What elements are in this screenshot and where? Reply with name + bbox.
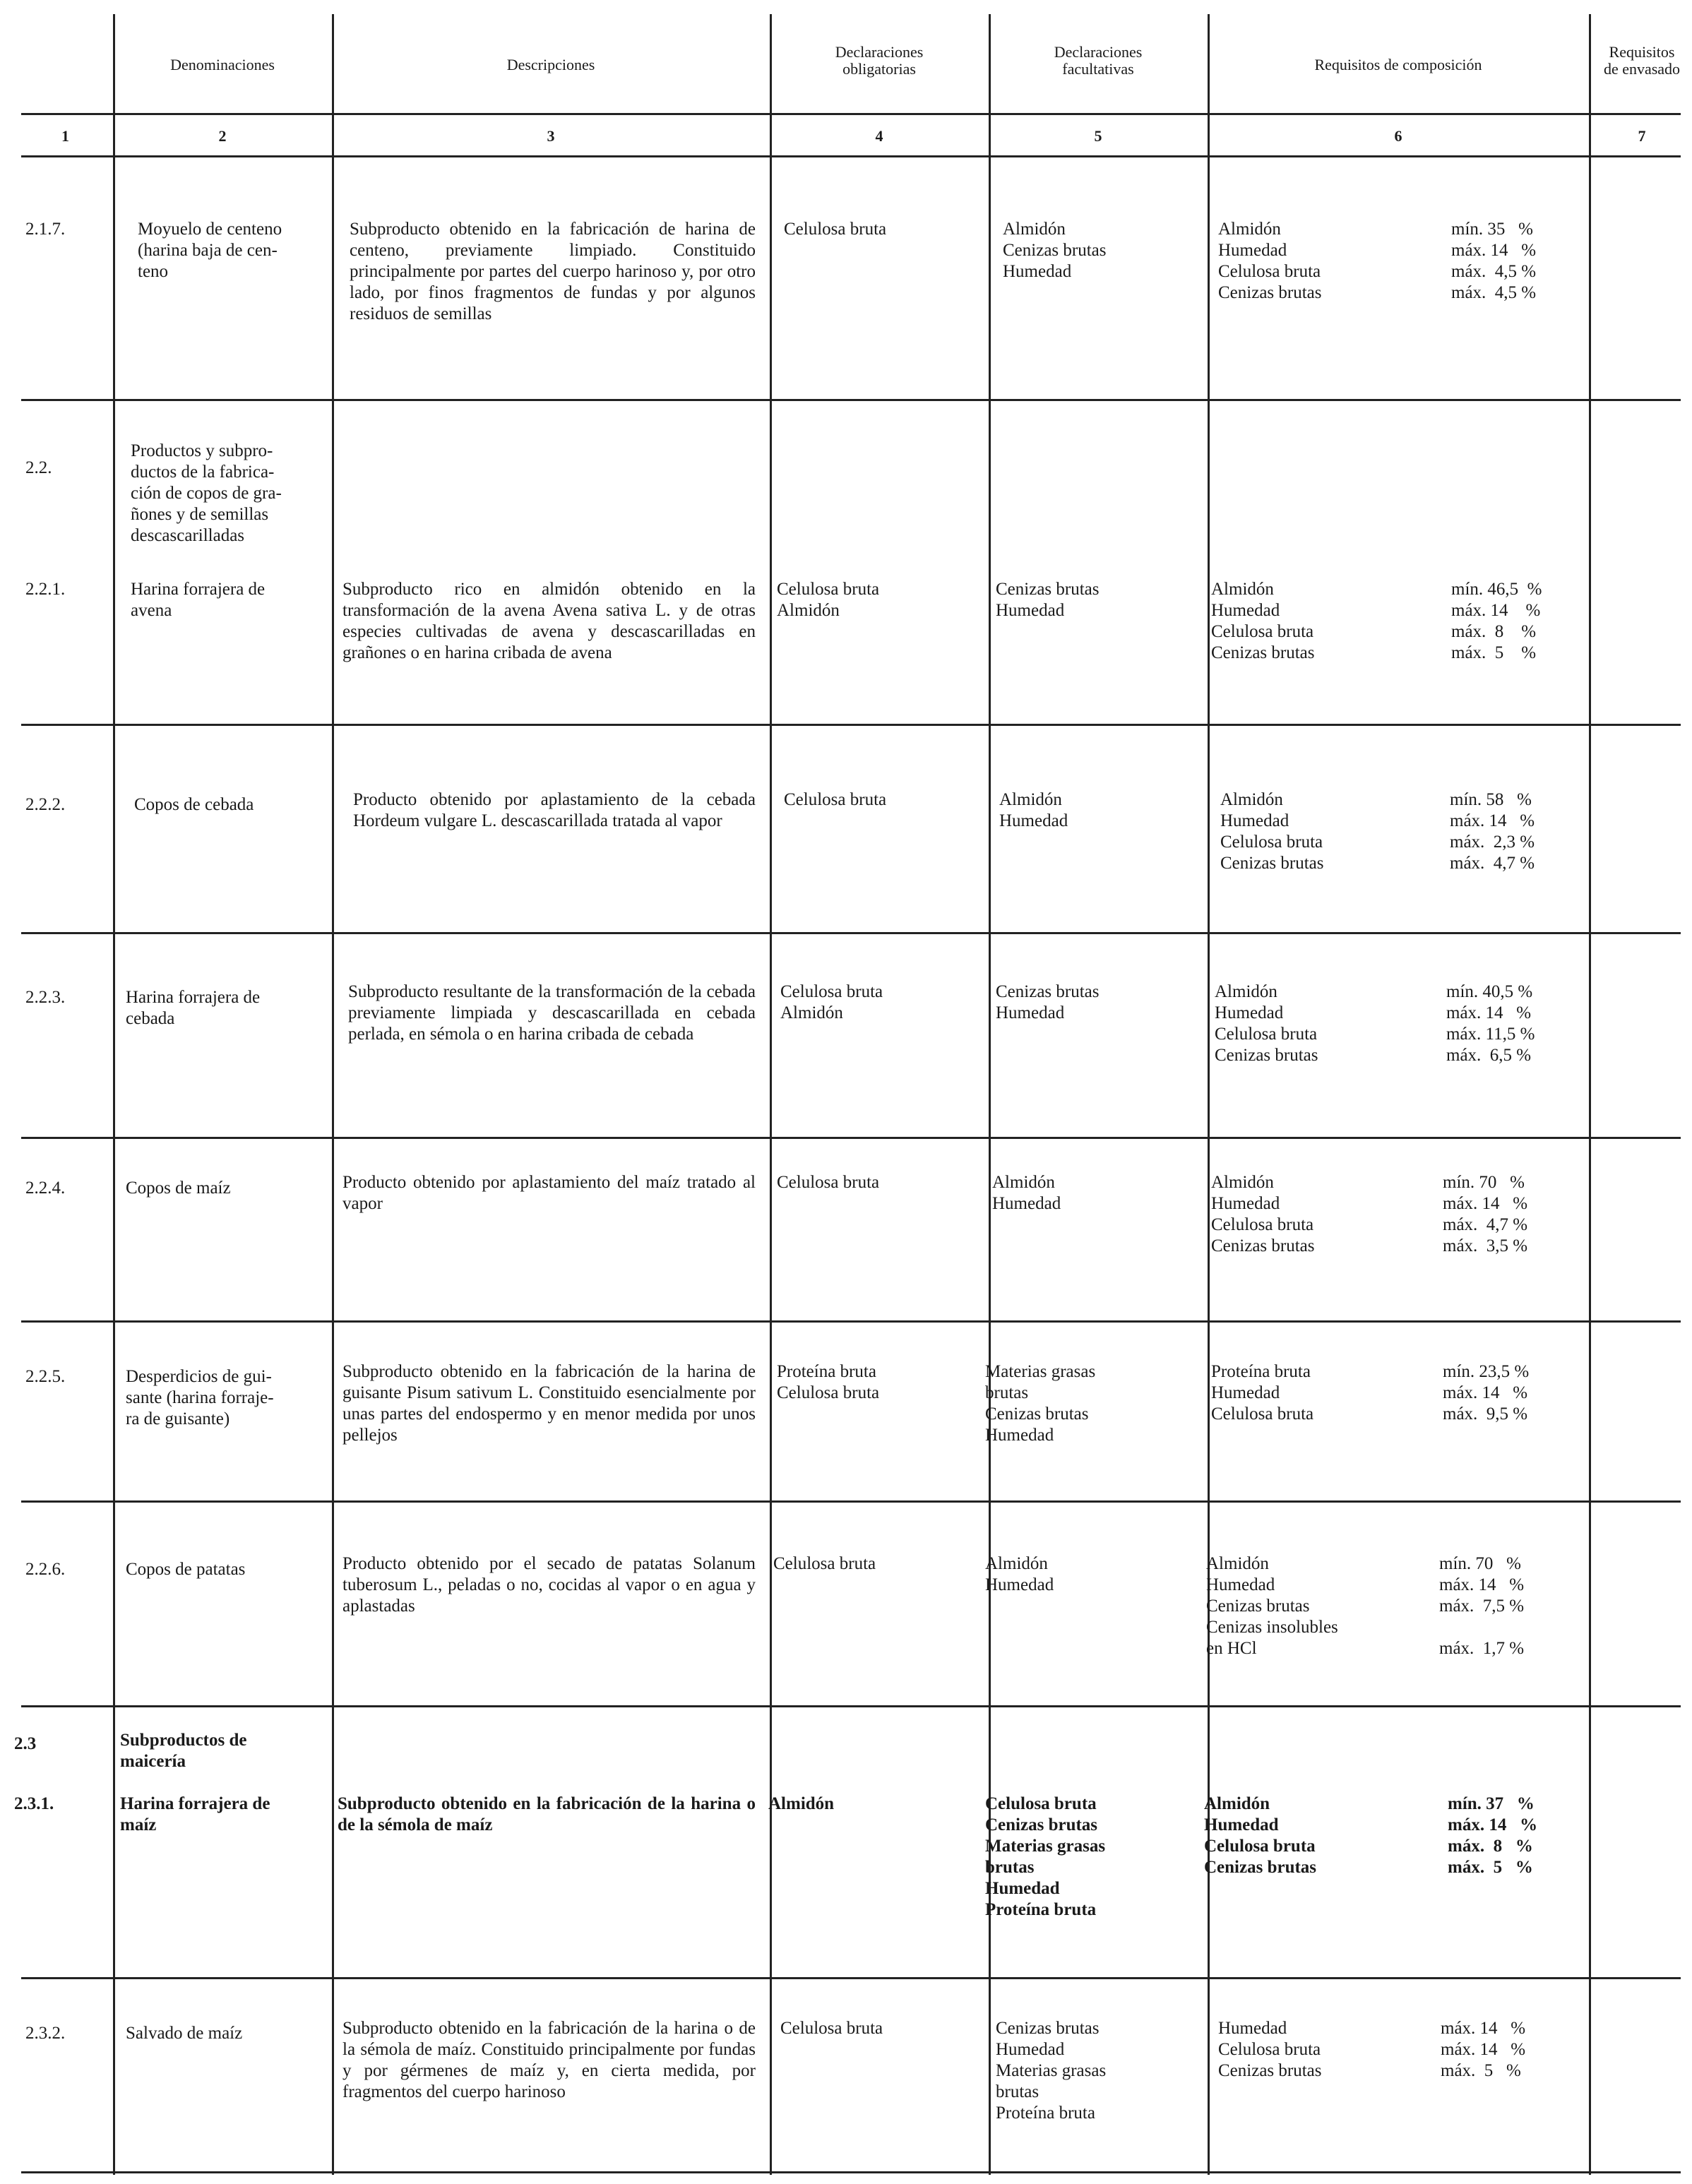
row-name: Productos y subpro- ductos de la fabrica- ción de copos de gra- ñones y de semillas descascarilladas: [131, 441, 282, 545]
requisito: [1215, 1003, 1585, 1024]
requisito: [1204, 1857, 1585, 1878]
row-code: 2.2.: [25, 458, 52, 477]
requisito: [1220, 789, 1585, 811]
requisito-value: máx. 14 %: [1443, 1383, 1528, 1402]
requisito-value: máx. 4,5 %: [1451, 262, 1537, 281]
requisito: [1206, 1617, 1585, 1638]
column-number: 4: [875, 127, 883, 145]
row-facultativas: Almidón Humedad: [992, 1173, 1061, 1213]
row-description: Subproducto obtenido en la fabricación de la harina o de la sémola de maíz. Constituido principalmente por fundas y por gérmenes de maíz y, en cierta medida, por fragmentos del cuerpo harinoso: [342, 2019, 756, 2101]
row-facultativas: Almidón Humedad: [999, 790, 1068, 830]
header-requisitos-composicion: Requisitos de composición: [1314, 56, 1482, 73]
col-divider: [113, 14, 115, 2175]
requisito: [1215, 1024, 1585, 1045]
requisito: [1218, 261, 1585, 282]
requisito-name: Humedad: [1211, 601, 1280, 620]
header-declaraciones-obligatorias: Declaraciones obligatorias: [835, 43, 924, 78]
requisito-value: máx. 5 %: [1448, 1858, 1533, 1877]
row-facultativas: Almidón Cenizas brutas Humedad: [1003, 220, 1107, 281]
requisito: [1204, 1836, 1585, 1857]
row-facultativas: Celulosa bruta Cenizas brutas Materias grasas brutas Humedad Proteína bruta: [985, 1794, 1106, 1919]
requisito-value: mín. 70 %: [1439, 1554, 1521, 1573]
requisito-value: máx. 14 %: [1443, 1194, 1528, 1213]
colnum-bottom-rule: [21, 155, 1681, 157]
requisito-name: Almidón: [1211, 580, 1274, 599]
requisito-name: Celulosa bruta: [1211, 622, 1314, 641]
column-number: 6: [1394, 127, 1402, 145]
requisito-value: máx. 1,7 %: [1439, 1639, 1525, 1658]
requisito-value: máx. 5 %: [1451, 643, 1537, 662]
requisito: [1211, 600, 1585, 621]
requisito: [1206, 1596, 1585, 1617]
requisito-value: mín. 70 %: [1443, 1173, 1525, 1192]
header-descripciones: Descripciones: [506, 56, 595, 73]
requisito: [1220, 811, 1585, 832]
requisito: [1218, 2060, 1585, 2082]
requisito-value: máx. 9,5 %: [1443, 1404, 1528, 1424]
row-facultativas: Cenizas brutas Humedad: [996, 580, 1100, 620]
row-requisitos: [1204, 1794, 1585, 1885]
requisito-name: Humedad: [1215, 1003, 1284, 1022]
row-name: Copos de maíz: [126, 1178, 231, 1198]
row-code: 2.2.1.: [25, 580, 66, 599]
requisito-value: mín. 46,5 %: [1451, 580, 1542, 599]
requisito: [1211, 643, 1585, 664]
row-requisitos: [1211, 1361, 1585, 1432]
row-obligatorias: Proteína bruta Celulosa bruta: [777, 1362, 880, 1402]
requisito-name: Humedad: [1211, 1383, 1280, 1402]
requisito: [1211, 621, 1585, 643]
row-requisitos: [1215, 981, 1585, 1073]
requisito: [1220, 853, 1585, 874]
row-description: Subproducto obtenido en la fabricación de la harina de guisante Pisum sativum L. Constituido esencialmente por unas partes del endospermo y en menor medida por unos pellejos: [342, 1362, 756, 1445]
requisito-name: Almidón: [1215, 982, 1277, 1001]
header-denominaciones: Denominaciones: [170, 56, 275, 73]
col-divider: [1589, 14, 1591, 2175]
row-name: Copos de cebada: [134, 795, 254, 814]
row-code: 2.3.2.: [25, 2024, 66, 2043]
requisito: [1206, 1575, 1585, 1596]
row-name: Desperdicios de gui- sante (harina forraje- ra de guisante): [126, 1367, 274, 1428]
requisito: [1218, 2018, 1585, 2039]
requisito-name: Cenizas brutas: [1206, 1597, 1310, 1616]
column-number: 1: [61, 127, 69, 145]
row-name: Harina forrajera de avena: [131, 580, 266, 620]
row-facultativas: Cenizas brutas Humedad Materias grasas brutas Proteína bruta: [996, 2019, 1107, 2123]
requisito: [1211, 1172, 1585, 1193]
requisito: [1211, 1193, 1585, 1215]
row-rule: [21, 1500, 1681, 1503]
requisito-value: máx. 14 %: [1450, 811, 1535, 830]
requisito-name: Cenizas insolubles: [1206, 1618, 1338, 1637]
requisito-name: Cenizas brutas: [1211, 643, 1315, 662]
column-number: 5: [1094, 127, 1102, 145]
requisito-value: mín. 23,5 %: [1443, 1362, 1530, 1381]
requisito-name: Celulosa bruta: [1220, 833, 1323, 852]
row-description: Producto obtenido por aplastamiento de la cebada Hordeum vulgare L. descascarillada tratada al vapor: [353, 790, 756, 830]
col-divider: [770, 14, 772, 2175]
requisito-name: Celulosa bruta: [1218, 262, 1321, 281]
row-code: 2.2.2.: [25, 795, 66, 814]
row-requisitos: [1218, 219, 1585, 311]
row-description: Producto obtenido por el secado de patatas Solanum tuberosum L., peladas o no, cocidas al vapor o en agua y aplastadas: [342, 1554, 756, 1616]
row-name: Copos de patatas: [126, 1560, 246, 1579]
row-obligatorias: Celulosa bruta Almidón: [777, 580, 880, 620]
row-code: 2.2.6.: [25, 1560, 66, 1579]
col-divider: [332, 14, 334, 2175]
requisito-name: Almidón: [1220, 790, 1283, 809]
requisito-name: Cenizas brutas: [1204, 1858, 1317, 1877]
requisito-value: máx. 3,5 %: [1443, 1236, 1528, 1255]
requisito-value: máx. 14 %: [1446, 1003, 1532, 1022]
requisito-name: Cenizas brutas: [1218, 2061, 1322, 2080]
row-code: 2.2.5.: [25, 1367, 66, 1386]
requisito-value: mín. 58 %: [1450, 790, 1532, 809]
requisito: [1211, 1383, 1585, 1404]
requisito: [1211, 1215, 1585, 1236]
row-requisitos: [1211, 579, 1585, 671]
column-number: 3: [547, 127, 555, 145]
requisito: [1220, 832, 1585, 853]
requisito-name: Celulosa bruta: [1211, 1215, 1314, 1234]
requisito-value: máx. 14 %: [1451, 601, 1541, 620]
requisito-name: Cenizas brutas: [1220, 854, 1324, 873]
requisito: [1218, 2039, 1585, 2060]
row-code: 2.2.4.: [25, 1178, 66, 1198]
requisito-name: Almidón: [1218, 220, 1281, 239]
requisito-name: Humedad: [1211, 1194, 1280, 1213]
row-name: Salvado de maíz: [126, 2024, 243, 2043]
row-facultativas: Cenizas brutas Humedad: [996, 982, 1100, 1022]
row-code: 2.2.3.: [25, 988, 66, 1007]
requisito: [1218, 282, 1585, 304]
requisito-name: Celulosa bruta: [1211, 1404, 1314, 1424]
requisito-name: Almidón: [1211, 1173, 1274, 1192]
requisito-name: Humedad: [1218, 2019, 1287, 2038]
requisito-name: Cenizas brutas: [1211, 1236, 1315, 1255]
requisito-name: Humedad: [1204, 1815, 1279, 1834]
requisito-name: Almidón: [1206, 1554, 1269, 1573]
row-facultativas: Almidón Humedad: [985, 1554, 1054, 1594]
requisito-name: Celulosa bruta: [1218, 2040, 1321, 2059]
row-requisitos: [1206, 1553, 1585, 1666]
requisito-value: mín. 37 %: [1448, 1794, 1535, 1813]
requisito-name: Celulosa bruta: [1215, 1025, 1318, 1044]
row-code: 2.3: [14, 1734, 37, 1753]
column-number: 7: [1638, 127, 1646, 145]
row-obligatorias: Almidón: [768, 1794, 835, 1813]
row-rule: [21, 1705, 1681, 1707]
row-description: Subproducto obtenido en la fabricación de harina de centeno, previamente limpiado. Constituido principalmente por partes del cuerpo harinoso y, por otro lado, por finos fragmentos de fundas y por algunos residuos de semillas: [350, 220, 756, 323]
row-requisitos: [1218, 2018, 1585, 2089]
row-rule: [21, 2171, 1681, 2173]
row-obligatorias: Celulosa bruta: [784, 790, 887, 809]
requisito-name: Cenizas brutas: [1215, 1046, 1318, 1065]
requisito-value: máx. 8 %: [1448, 1837, 1533, 1856]
requisito-value: máx. 8 %: [1451, 622, 1537, 641]
row-rule: [21, 932, 1681, 934]
row-description: Subproducto resultante de la transformación de la cebada previamente limpiada y descascarillada en cebada perlada, en sémola o en harina cribada de cebada: [348, 982, 756, 1044]
row-requisitos: [1220, 789, 1585, 881]
requisito-value: máx. 4,7 %: [1443, 1215, 1528, 1234]
row-name: Harina forrajera de maíz: [120, 1794, 270, 1834]
requisito: [1215, 981, 1585, 1003]
requisito-value: máx. 14 %: [1439, 1575, 1525, 1594]
row-requisitos: [1211, 1172, 1585, 1264]
row-code: 2.3.1.: [14, 1794, 54, 1813]
requisito-value: máx. 4,5 %: [1451, 283, 1537, 302]
row-description: Subproducto obtenido en la fabricación de la harina o de la sémola de maíz: [338, 1794, 756, 1834]
row-name: Harina forrajera de cebada: [126, 988, 261, 1028]
requisito-value: máx. 14 %: [1448, 1815, 1538, 1834]
row-obligatorias: Celulosa bruta: [773, 1554, 876, 1573]
row-name: Moyuelo de centeno (harina baja de cen- teno: [138, 220, 282, 281]
requisito: [1211, 1236, 1585, 1257]
row-rule: [21, 724, 1681, 726]
column-number: 2: [218, 127, 227, 145]
requisito-name: Humedad: [1218, 241, 1287, 260]
requisito-value: máx. 2,3 %: [1450, 833, 1535, 852]
requisito-value: máx. 14 %: [1441, 2019, 1526, 2038]
row-obligatorias: Celulosa bruta Almidón: [780, 982, 883, 1022]
requisito-name: en HCl: [1206, 1639, 1257, 1658]
requisito-name: Humedad: [1206, 1575, 1275, 1594]
requisito-name: Almidón: [1204, 1794, 1270, 1813]
requisito-value: mín. 40,5 %: [1446, 982, 1533, 1001]
requisito: [1211, 579, 1585, 600]
requisito-name: Celulosa bruta: [1204, 1837, 1316, 1856]
requisito-name: Proteína bruta: [1211, 1362, 1311, 1381]
requisito-value: máx. 6,5 %: [1446, 1046, 1532, 1065]
header-requisitos-envasado: Requisitos de envasado: [1603, 43, 1681, 78]
requisito-value: máx. 14 %: [1451, 241, 1537, 260]
row-rule: [21, 1977, 1681, 1979]
requisito-value: máx. 4,7 %: [1450, 854, 1535, 873]
requisito: [1204, 1815, 1585, 1836]
requisito: [1211, 1361, 1585, 1383]
row-description: Subproducto rico en almidón obtenido en la transformación de la avena Avena sativa L. y de otras especies cultivadas de avena y descascarilladas en grañones o en harina cribada de avena: [342, 580, 756, 662]
requisito-value: mín. 35 %: [1451, 220, 1533, 239]
requisito-value: máx. 14 %: [1441, 2040, 1526, 2059]
requisito: [1218, 240, 1585, 261]
requisito-value: máx. 7,5 %: [1439, 1597, 1525, 1616]
row-facultativas: Materias grasas brutas Cenizas brutas Humedad: [985, 1362, 1096, 1445]
requisito: [1218, 219, 1585, 240]
row-rule: [21, 1320, 1681, 1323]
row-name: Subproductos de maicería: [120, 1731, 247, 1771]
row-obligatorias: Celulosa bruta: [777, 1173, 880, 1192]
requisito: [1206, 1553, 1585, 1575]
header-declaraciones-facultativas: Declaraciones facultativas: [1054, 43, 1143, 78]
row-obligatorias: Celulosa bruta: [780, 2019, 883, 2038]
header-bottom-rule: [21, 113, 1681, 115]
row-rule: [21, 399, 1681, 401]
requisito: [1204, 1794, 1585, 1815]
requisito-value: máx. 5 %: [1441, 2061, 1521, 2080]
row-rule: [21, 1137, 1681, 1139]
requisito: [1206, 1638, 1585, 1659]
requisito: [1215, 1045, 1585, 1066]
requisito-name: Humedad: [1220, 811, 1289, 830]
row-description: Producto obtenido por aplastamiento del maíz tratado al vapor: [342, 1173, 756, 1213]
requisito-name: Cenizas brutas: [1218, 283, 1322, 302]
requisito-value: máx. 11,5 %: [1446, 1025, 1535, 1044]
row-obligatorias: Celulosa bruta: [784, 220, 887, 239]
requisito: [1211, 1404, 1585, 1425]
row-code: 2.1.7.: [25, 220, 66, 239]
